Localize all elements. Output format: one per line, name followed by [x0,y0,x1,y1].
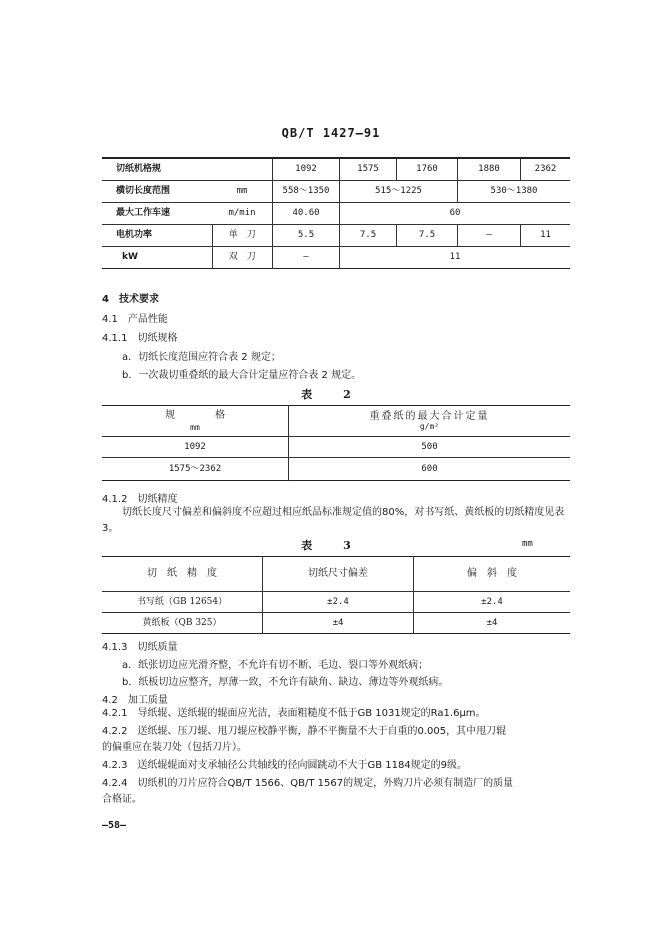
table-cell: 1575 [340,158,397,181]
paragraph: 的偏重应在装刀处（包括刀片）。 [102,742,247,753]
table-row [102,203,570,225]
table-cell: — [458,225,521,247]
table-cell: 530～1380 [458,181,571,203]
table-header [102,406,289,437]
table-cell: ±4 [263,613,414,634]
subsection-heading: 4.1 产品性能 [102,314,168,325]
header-label: 规 格 [165,409,225,421]
table-cell: 1880 [458,158,521,181]
table-caption: 表 3 [301,539,361,552]
page-number: —58— [102,820,127,831]
table-header: 偏 斜 度 [414,557,571,592]
subsection-heading: 4.1.3 切纸质量 [102,642,178,653]
table-cell: 515～1225 [340,181,458,203]
table-cell: ±2.4 [263,592,414,613]
table-row [102,225,570,247]
table-cell: 黄纸板（QB 325） [102,613,263,634]
list-item: b．一次裁切重叠纸的最大合计定量应符合表 2 规定。 [122,370,362,381]
subsection-heading: 4.1.1 切纸规格 [102,333,178,344]
table-cell: ±2.4 [414,592,571,613]
table-3 [102,556,570,634]
table-cell: — [273,247,340,269]
subsection-heading: 4.1.2 切纸精度 [102,494,178,505]
table-cell: 558～1350 [273,181,340,203]
table-row [102,613,570,634]
paragraph: 4.2.1 导纸辊、送纸辊的辊面应光洁，表面粗糙度不低于GB 1031规定的Ra1.6μm。 [102,708,486,719]
table-cell: 2362 [521,158,571,181]
table-cell: ±4 [414,613,571,634]
row-label: 电机功率 [102,225,212,247]
table-row [102,592,570,613]
table-caption: 表 2 [301,388,361,401]
table-cell: 7.5 [397,225,458,247]
table-cell: 7.5 [340,225,397,247]
table-cell: 书写纸（GB 12654） [102,592,263,613]
table-header [289,406,571,437]
row-label: 最大工作车速 [102,203,212,225]
list-item: a．纸张切边应光滑齐整，不允许有切不断、毛边、裂口等外观纸病； [122,660,429,671]
paragraph: 合格证。 [102,794,142,805]
standard-code-header: QB/T 1427—91 [281,126,381,140]
header-label: 重叠纸的最大合计定量 [369,410,490,422]
table-header-row [102,406,570,437]
table-row [102,437,570,458]
table-unit: mm [522,539,533,549]
row-unit: mm [212,181,273,203]
table-cell: 600 [289,458,571,481]
table-header-row [102,557,570,592]
header-unit: g/m² [419,421,440,431]
table-cell: 5.5 [273,225,340,247]
table-cell: 500 [289,437,571,458]
row-label: 横切长度范围 [102,181,212,203]
section-heading: 4 技术要求 [102,294,159,305]
machine-spec-table [102,157,570,269]
row-unit: m/min [212,203,273,225]
row-label: 切纸机格规 [116,164,162,174]
table-cell: 1092 [273,158,340,181]
table-cell: 60 [340,203,571,225]
table-row [102,181,570,203]
list-item: a．切纸长度范围应符合表 2 规定； [122,352,281,363]
header-unit: mm [190,422,200,432]
table-row [102,158,570,181]
paragraph: 4.2.4 切纸机的刀片应符合QB/T 1566、QB/T 1567的规定，外购刀片必须有制造厂的质量 [102,778,514,789]
table-cell: 1575～2362 [102,458,289,481]
table-cell: 1760 [397,158,458,181]
paragraph: 切纸长度尺寸偏差和偏斜度不应超过相应纸品标准规定值的80%，对书写纸、黄纸板的切纸精度见表 3。 [102,507,565,534]
table-cell: 40.60 [273,203,340,225]
table-cell: 11 [340,247,571,269]
table-cell: 11 [521,225,571,247]
row-sublabel: 单 刀 [212,225,273,247]
paragraph: 4.2.3 送纸辊辊面对支承轴径公共轴线的径向圆跳动不大于GB 1184规定的9级。 [102,760,468,771]
subsection-heading: 4.2 加工质量 [102,695,168,706]
table-row [102,458,570,481]
paragraph: 4.2.2 送纸辊、压刀辊、甩刀辊应校静平衡，静不平衡量不大于自重的0.005，其中甩刀辊 [102,726,507,737]
table-header: 切纸尺寸偏差 [263,557,414,592]
table-row [102,247,570,269]
table-2 [102,405,570,481]
table-cell: 1092 [102,437,289,458]
row-sublabel: 双 刀 [212,247,273,269]
table-header: 切 纸 精 度 [147,568,217,579]
row-label: kW [102,247,212,269]
list-item: b．纸板切边应整齐，厚薄一致，不允许有缺角、缺边、薄边等外观纸病。 [122,677,449,688]
